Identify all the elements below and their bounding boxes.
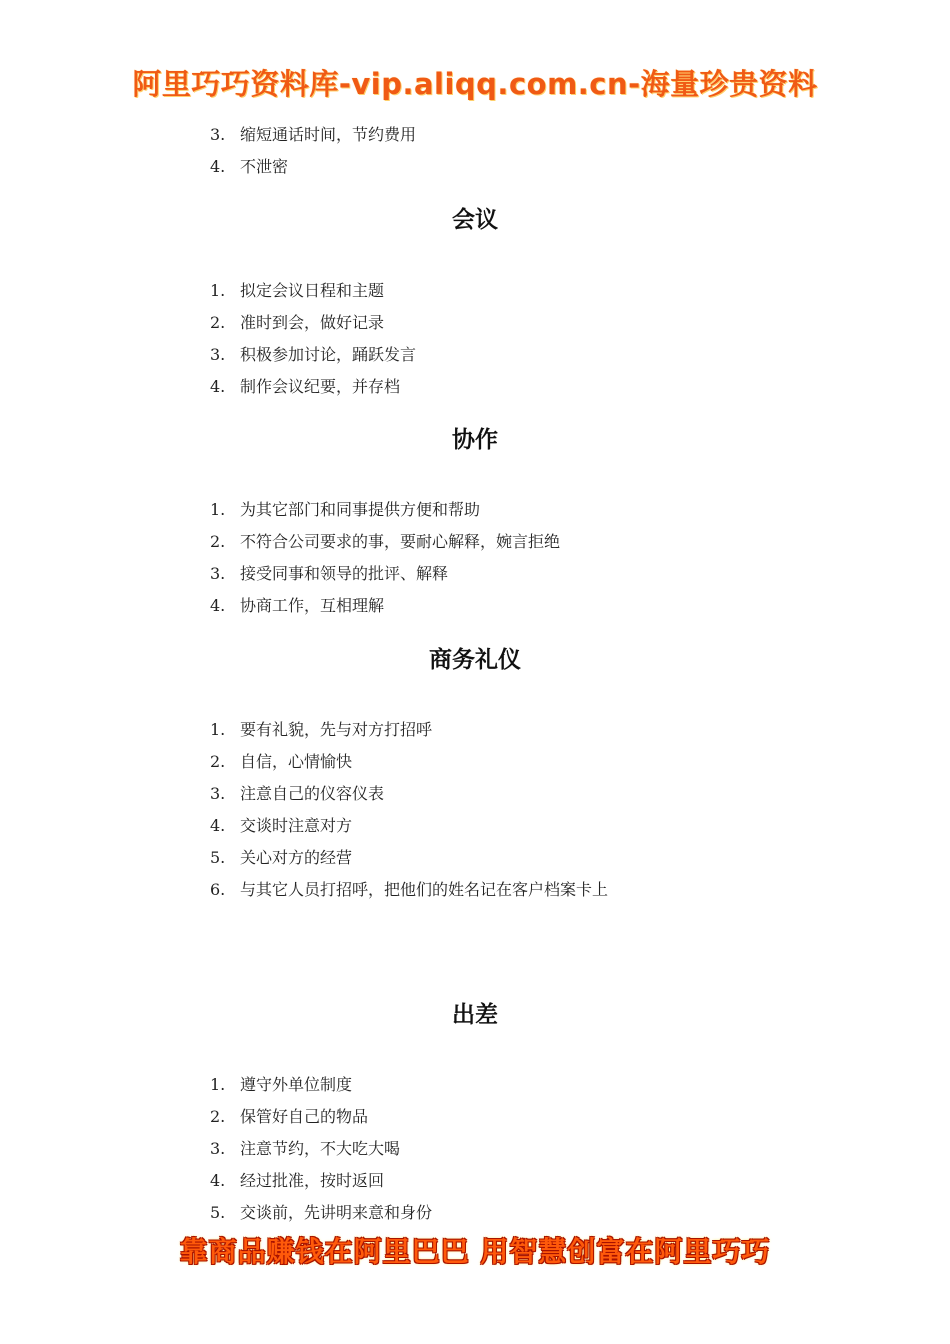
- list-number: 2.: [210, 1107, 226, 1126]
- list-text: 交谈时注意对方: [240, 816, 353, 835]
- list-number: 3.: [210, 1139, 226, 1158]
- list-item: [210, 125, 416, 145]
- list-number: 3.: [210, 125, 226, 144]
- list-item: [210, 1171, 384, 1191]
- list-item: [210, 1139, 400, 1159]
- list-text: 交谈前，先讲明来意和身份: [240, 1203, 433, 1222]
- list-text: 不泄密: [240, 157, 289, 176]
- list-item: [210, 564, 448, 584]
- list-text: 缩短通话时间，节约费用: [240, 125, 417, 144]
- list-item: [210, 313, 384, 333]
- list-text: 积极参加讨论，踊跃发言: [240, 345, 417, 364]
- list-text: 接受同事和领导的批评、解释: [240, 564, 449, 583]
- list-number: 6.: [210, 880, 226, 899]
- list-text: 关心对方的经营: [240, 848, 353, 867]
- list-item: [210, 720, 432, 740]
- header-banner: 阿里巧巧资料库-vip.aliqq.com.cn-海量珍贵资料: [132, 67, 818, 101]
- list-item: [210, 281, 384, 301]
- list-item: [210, 848, 352, 868]
- list-item: [210, 596, 384, 616]
- list-number: 4.: [210, 816, 226, 835]
- list-text: 不符合公司要求的事，要耐心解释，婉言拒绝: [240, 532, 561, 551]
- list-text: 为其它部门和同事提供方便和帮助: [240, 500, 481, 519]
- section-title-business-etiquette: 商务礼仪: [429, 647, 521, 673]
- list-item: [210, 157, 288, 177]
- list-text: 拟定会议日程和主题: [240, 281, 385, 300]
- list-number: 4.: [210, 377, 226, 396]
- list-text: 遵守外单位制度: [240, 1075, 353, 1094]
- list-text: 注意节约，不大吃大喝: [240, 1139, 401, 1158]
- section-title-business-trip: 出差: [452, 1002, 498, 1028]
- list-number: 1.: [210, 281, 226, 300]
- list-number: 5.: [210, 1203, 226, 1222]
- list-number: 4.: [210, 1171, 226, 1190]
- list-text: 与其它人员打招呼，把他们的姓名记在客户档案卡上: [240, 880, 609, 899]
- list-item: [210, 345, 416, 365]
- list-item: [210, 880, 608, 900]
- list-number: 1.: [210, 1075, 226, 1094]
- list-number: 5.: [210, 848, 226, 867]
- list-number: 3.: [210, 564, 226, 583]
- list-item: [210, 1107, 368, 1127]
- list-number: 3.: [210, 784, 226, 803]
- list-item: [210, 816, 352, 836]
- list-number: 3.: [210, 345, 226, 364]
- list-item: [210, 784, 384, 804]
- list-text: 自信，心情愉快: [240, 752, 353, 771]
- list-text: 制作会议纪要，并存档: [240, 377, 401, 396]
- list-item: [210, 1075, 352, 1095]
- section-title-collaboration: 协作: [452, 427, 498, 453]
- list-text: 要有礼貌，先与对方打招呼: [240, 720, 433, 739]
- list-item: [210, 500, 480, 520]
- list-number: 4.: [210, 596, 226, 615]
- list-text: 注意自己的仪容仪表: [240, 784, 385, 803]
- list-text: 准时到会，做好记录: [240, 313, 385, 332]
- footer-banner: 靠商品赚钱在阿里巴巴 用智慧创富在阿里巧巧: [179, 1235, 771, 1268]
- list-number: 4.: [210, 157, 226, 176]
- list-number: 2.: [210, 532, 226, 551]
- list-item: [210, 752, 352, 772]
- list-number: 1.: [210, 720, 226, 739]
- list-number: 2.: [210, 752, 226, 771]
- list-number: 1.: [210, 500, 226, 519]
- list-text: 协商工作，互相理解: [240, 596, 385, 615]
- list-item: [210, 377, 400, 397]
- list-item: [210, 532, 560, 552]
- list-text: 经过批准，按时返回: [240, 1171, 385, 1190]
- list-text: 保管好自己的物品: [240, 1107, 369, 1126]
- list-number: 2.: [210, 313, 226, 332]
- list-item: [210, 1203, 432, 1223]
- section-title-meeting: 会议: [452, 207, 498, 233]
